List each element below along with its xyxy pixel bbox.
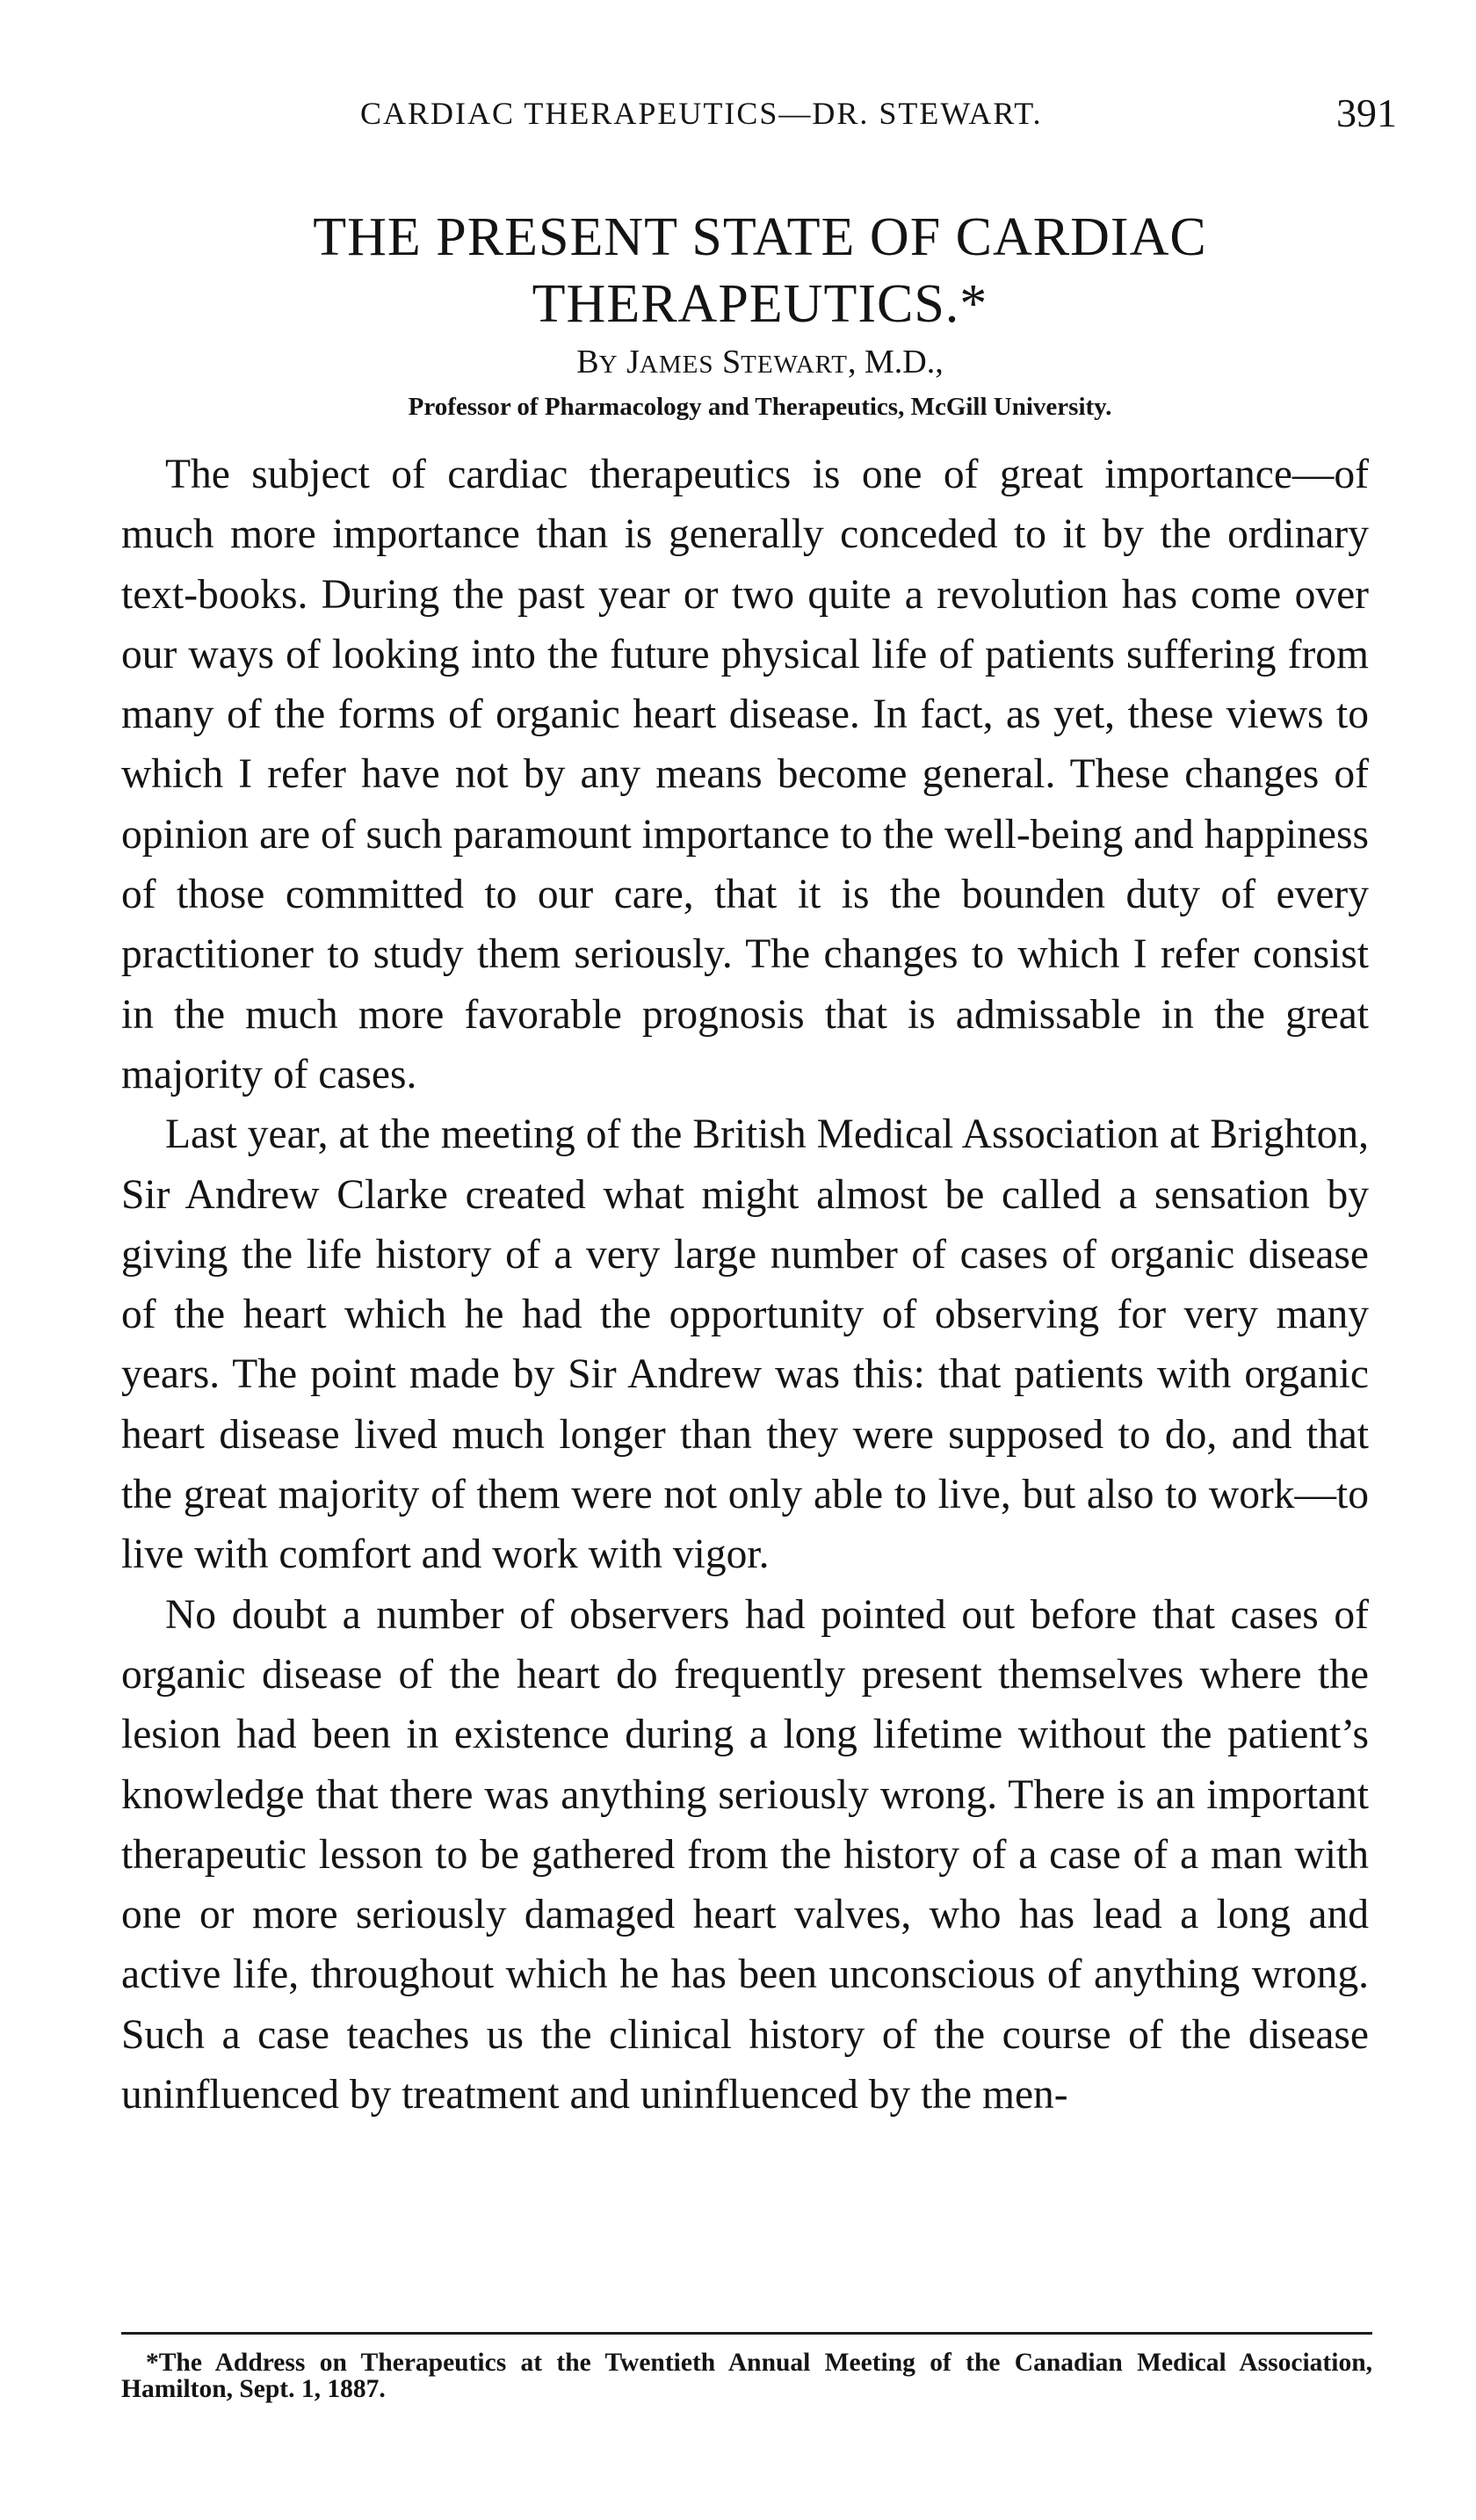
byline-prefix-cap: B — [576, 344, 599, 380]
paragraph: The subject of cardiac therapeutics is one of great importance—of much more importance than is generally conceded to it by the ordinary text-books. During the past year or two quite a revolution has come over our ways of looking into the future physical life of patients suffering from many of the forms of organic heart disease. In fact, as yet, these views to which I refer have not by any means become general. These changes of opinion are of such paramount importance to the well-being and happiness of those committed to our care, that it is the bounden duty of every practitioner to study them seriously. The changes to which I refer consist in the much more favorable prognosis that is admissable in the great majority of cases. — [121, 452, 1369, 1097]
footnote: *The Address on Therapeutics at the Twentieth Annual Meeting of the Canadian Medical Association, Hamilton, Sept. 1, 1887. — [121, 2349, 1372, 2403]
paragraph: No doubt a number of observers had pointed out before that cases of organic disease of the heart do frequently present themselves where the lesion had been in existence during a long lifetime without the patient’s knowledge that there was anything seriously wrong. There is an important therapeutic lesson to be gathered from the history of a case of a man with one or more seriously damaged heart valves, who has lead a long and active life, throughout which he has been unconscious of anything wrong. Such a case teaches us the clinical history of the course of the disease uninfluenced by treatment and uninfluenced by the men- — [121, 1591, 1369, 2118]
byline-prefix-rest: Y — [598, 351, 619, 379]
author-affiliation: Professor of Pharmacology and Therapeutics, McGill University. — [408, 393, 1112, 421]
footnote-divider — [121, 2332, 1372, 2335]
author-first-rest: AMES — [639, 351, 714, 379]
paragraph: Last year, at the meeting of the British Medical Association at Brighton, Sir Andrew Clarke created what might almost be called a sensation by giving the life history of a very large number of cases of organic disease of the heart which he had the opportunity of observing for very many years. The point made by Sir Andrew was this: that patients with organic heart disease lived much longer than they were supposed to do, and that the great majority of them were not only able to live, but also to work—to live with comfort and work with vigor. — [121, 1112, 1369, 1578]
article-title: THE PRESENT STATE OF CARDIAC THERAPEUTICS.* — [313, 207, 1207, 334]
running-head — [123, 91, 1397, 148]
author-last-rest: TEWART — [741, 351, 848, 379]
author-first-cap: J — [626, 344, 640, 380]
byline — [123, 343, 1397, 381]
article-body — [121, 445, 1369, 2125]
running-title: CARDIAC THERAPEUTICS—DR. STEWART. — [360, 96, 1043, 131]
author-degree: , M.D., — [847, 344, 944, 380]
page-number: 391 — [1336, 91, 1397, 135]
author-last-cap: S — [721, 344, 742, 380]
